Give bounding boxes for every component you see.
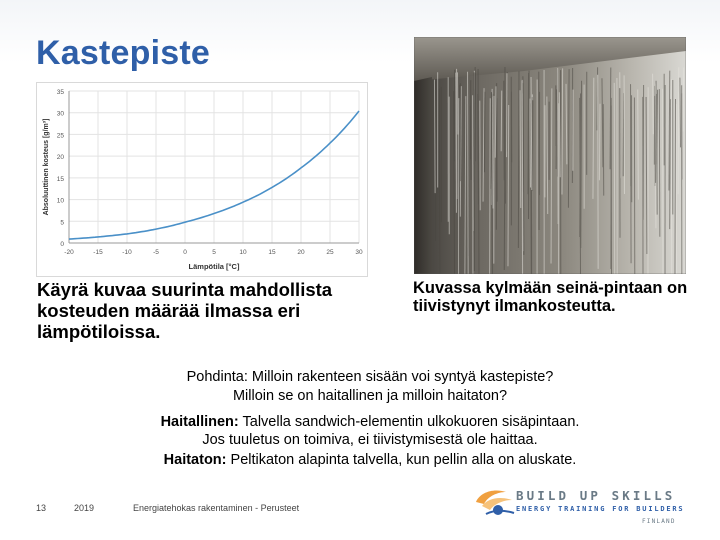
x-tick-label: 0 — [183, 249, 187, 256]
y-tick-label: 5 — [60, 219, 64, 227]
x-tick-label: -10 — [122, 249, 132, 256]
harmless-text: Peltikaton alapinta talvella, kun pellin alla on aluskate. — [226, 452, 577, 468]
x-tick-label: 15 — [268, 249, 276, 256]
logo-subtitle: ENERGY TRAINING FOR BUILDERS — [516, 505, 685, 513]
wall-photo-image — [414, 37, 686, 274]
y-tick-label: 30 — [56, 110, 64, 118]
harmful-line-2: Jos tuuletus on toimiva, ei tiivistymisestä ole haittaa. — [202, 432, 538, 448]
logo-mark-icon — [470, 480, 518, 520]
y-axis-label: Absoluuttinen kosteus [g/m³] — [43, 118, 50, 216]
logo-country: FINLAND — [642, 518, 676, 525]
y-tick-label: 10 — [56, 197, 64, 205]
chart-caption: Käyrä kuvaa suurinta mahdollista kosteuden määrää ilmassa eri lämpötiloissa. — [37, 279, 333, 342]
x-tick-label: 10 — [239, 249, 247, 256]
y-tick-label: 20 — [56, 154, 64, 162]
y-tick-label: 0 — [60, 241, 64, 248]
x-axis-label: Lämpötila [°C] — [188, 262, 240, 271]
photo-caption: Kuvassa kylmään seinä-pintaan on tiivistynyt ilmankosteutta. — [413, 279, 688, 315]
humidity-chart — [36, 82, 368, 277]
x-tick-label: 25 — [326, 249, 334, 256]
logo-title: BUILD UP SKILLS — [516, 488, 676, 503]
slide-title: Kastepiste — [36, 34, 210, 72]
harmless-label: Haitaton: — [163, 452, 227, 468]
x-tick-label: -20 — [64, 249, 74, 256]
x-tick-label: 30 — [355, 249, 363, 256]
harmful-label: Haitallinen: — [160, 414, 239, 430]
footer-year: 2019 — [74, 503, 95, 513]
wall-condensation-photo — [414, 37, 686, 274]
harmful-line — [110, 413, 630, 431]
harmful-text: Talvella sandwich-elementin ulkokuoren sisäpintaan. — [238, 414, 580, 430]
x-tick-label: -15 — [93, 249, 103, 256]
y-tick-label: 25 — [56, 132, 64, 140]
chart-svg — [37, 83, 367, 276]
y-tick-label: 15 — [56, 175, 64, 183]
question-line-2: Milloin se on haitallinen ja milloin haitaton? — [232, 388, 508, 404]
footer-course: Energiatehokas rakentaminen - Perusteet — [133, 503, 300, 513]
x-tick-label: 20 — [297, 249, 305, 256]
page-number: 13 — [36, 503, 47, 513]
x-tick-label: 5 — [212, 249, 216, 256]
y-tick-label: 35 — [56, 89, 64, 96]
x-tick-label: -5 — [153, 249, 159, 256]
harmless-line — [110, 451, 630, 469]
question-line-1: Pohdinta: Milloin rakenteen sisään voi syntyä kastepiste? — [186, 369, 554, 385]
build-up-skills-logo — [470, 478, 686, 528]
